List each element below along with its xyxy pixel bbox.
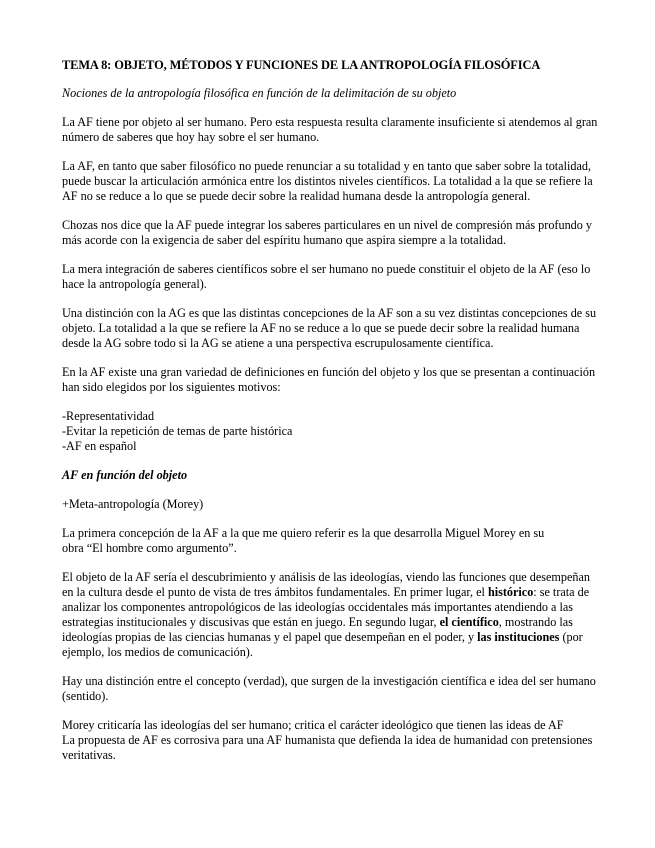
paragraph-8-part-a: El objeto de la AF sería el descubrimiento y análisis de las ideologías, viendo las funciones que desempeñan en la cultura desde el punto de vista de tres ámbitos fundamentales. En primer lugar, el <box>62 570 590 599</box>
paragraph-8-part-b: : se trata de analizar los componentes antropológicos de las ideologías occidentales más importantes atendiendo a las estrategias institucionales y discusivas que están en juego. En segundo lugar, <box>62 585 590 629</box>
paragraph-2: La AF, en tanto que saber filosófico no puede renunciar a su totalidad y en tanto que saber sobre la totalidad, puede buscar la articulación armónica entre los distintos niveles científicos. La totalidad a la que se refiere la AF no se reduce a lo que se puede decir sobre la realidad humana desde la antropología general. <box>62 159 593 203</box>
paragraph-5: Una distinción con la AG es que las distintas concepciones de la AF son a su vez distintas concepciones de su objeto. La totalidad a la que se refiere la AF no se reduce a lo que se puede decir sobre la realidad humana desde la AG sobre todo si la AG se atiene a una perspectiva escrupulosamente científica. <box>62 306 597 350</box>
document-subtitle: Nociones de la antropología filosófica en función de la delimitación de su objeto <box>62 86 457 100</box>
paragraph-9: Hay una distinción entre el concepto (verdad), que surgen de la investigación científica e idea del ser humano (sentido). <box>62 674 596 703</box>
bold-el-cientifico: el científico <box>439 615 499 629</box>
paragraph-7 <box>62 526 602 556</box>
paragraph-3: Chozas nos dice que la AF puede integrar los saberes particulares en un nivel de compresión más profundo y más acorde con la exigencia de saber del espíritu humano que aspira siempre a la totalidad. <box>62 218 593 247</box>
section-heading: AF en función del objeto <box>62 468 188 482</box>
document-title: TEMA 8: OBJETO, MÉTODOS Y FUNCIONES DE LA ANTROPOLOGÍA FILOSÓFICA <box>62 58 541 72</box>
list-item: -Representatividad <box>62 409 155 423</box>
paragraph-7-start: La primera concepción de la AF a la que me quiero referir es la que desarrolla Miguel Morey en su <box>62 526 545 540</box>
motives-list <box>62 409 602 454</box>
paragraph-7-end: obra “El hombre como argumento”. <box>62 541 237 555</box>
paragraph-6: En la AF existe una gran variedad de definiciones en función del objeto y los que se presentan a continuación han sido elegidos por los siguientes motivos: <box>62 365 596 394</box>
list-item: -AF en español <box>62 439 137 453</box>
paragraph-4: La mera integración de saberes científicos sobre el ser humano no puede constituir el objeto de la AF (eso lo hace la antropología general). <box>62 262 591 291</box>
paragraph-10 <box>62 718 602 763</box>
document-page <box>62 58 602 777</box>
list-item: -Evitar la repetición de temas de parte histórica <box>62 424 293 438</box>
bold-historico: histórico <box>487 585 534 599</box>
paragraph-1: La AF tiene por objeto al ser humano. Pero esta respuesta resulta claramente insuficiente si atendemos al gran número de saberes que hoy hay sobre el ser humano. <box>62 115 598 144</box>
paragraph-10-line-1: Morey criticaría las ideologías del ser humano; critica el carácter ideológico que tienen las ideas de AF <box>62 718 564 732</box>
meta-anthropology-line: +Meta-antropología (Morey) <box>62 497 204 511</box>
bold-las-instituciones: las instituciones <box>477 630 560 644</box>
paragraph-8 <box>62 570 602 660</box>
paragraph-10-line-2: La propuesta de AF es corrosiva para una AF humanista que defienda la idea de humanidad con pretensiones veritativas. <box>62 733 593 762</box>
paragraph-8-part-c: , mostrando las ideologías propias de las ciencias humanas y el papel que desempeñan en el poder, y <box>62 615 573 644</box>
paragraph-8-part-d: (por ejemplo, los medios de comunicación). <box>62 630 583 659</box>
